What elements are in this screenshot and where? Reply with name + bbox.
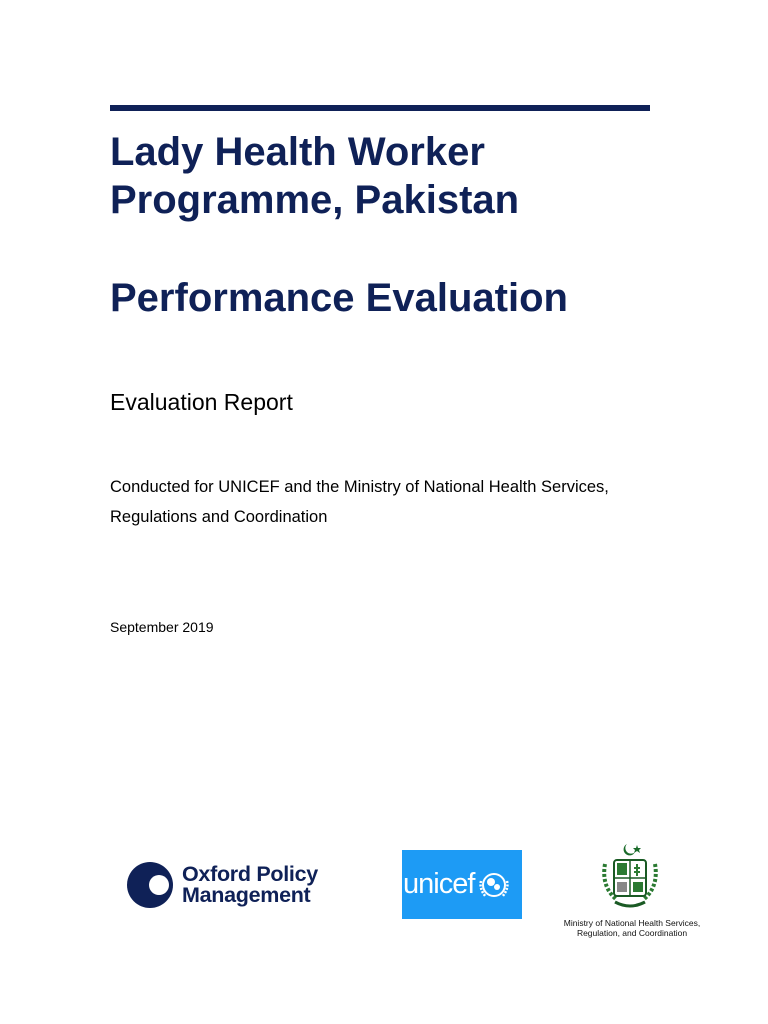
title-line-1: Lady Health Worker [110, 130, 485, 174]
title-rule [110, 105, 650, 111]
opm-circle-icon [127, 862, 173, 908]
publication-date: September 2019 [110, 619, 214, 635]
unicef-logo [402, 850, 522, 919]
report-type: Evaluation Report [110, 389, 293, 415]
title-line-2: Programme, Pakistan [110, 178, 520, 222]
conducted-line-2: Regulations and Coordination [110, 508, 328, 526]
opm-line-2: Management [182, 883, 311, 907]
document-subtitle: Performance Evaluation [110, 276, 568, 320]
opm-line-1: Oxford Policy [182, 862, 318, 886]
conducted-line-1: Conducted for UNICEF and the Ministry of National Health Services, [110, 478, 609, 496]
conducted-for [110, 472, 710, 532]
ministry-line-2: Regulation, and Coordination [576, 928, 688, 938]
unicef-emblem-icon [476, 867, 512, 903]
opm-wordmark [182, 864, 318, 906]
document-title [110, 128, 519, 224]
pakistan-emblem-icon [597, 842, 663, 912]
ministry-caption [552, 918, 712, 938]
unicef-wordmark: unicef [403, 868, 475, 900]
opm-logo [127, 862, 318, 908]
ministry-line-1: Ministry of National Health Services, [563, 918, 701, 928]
